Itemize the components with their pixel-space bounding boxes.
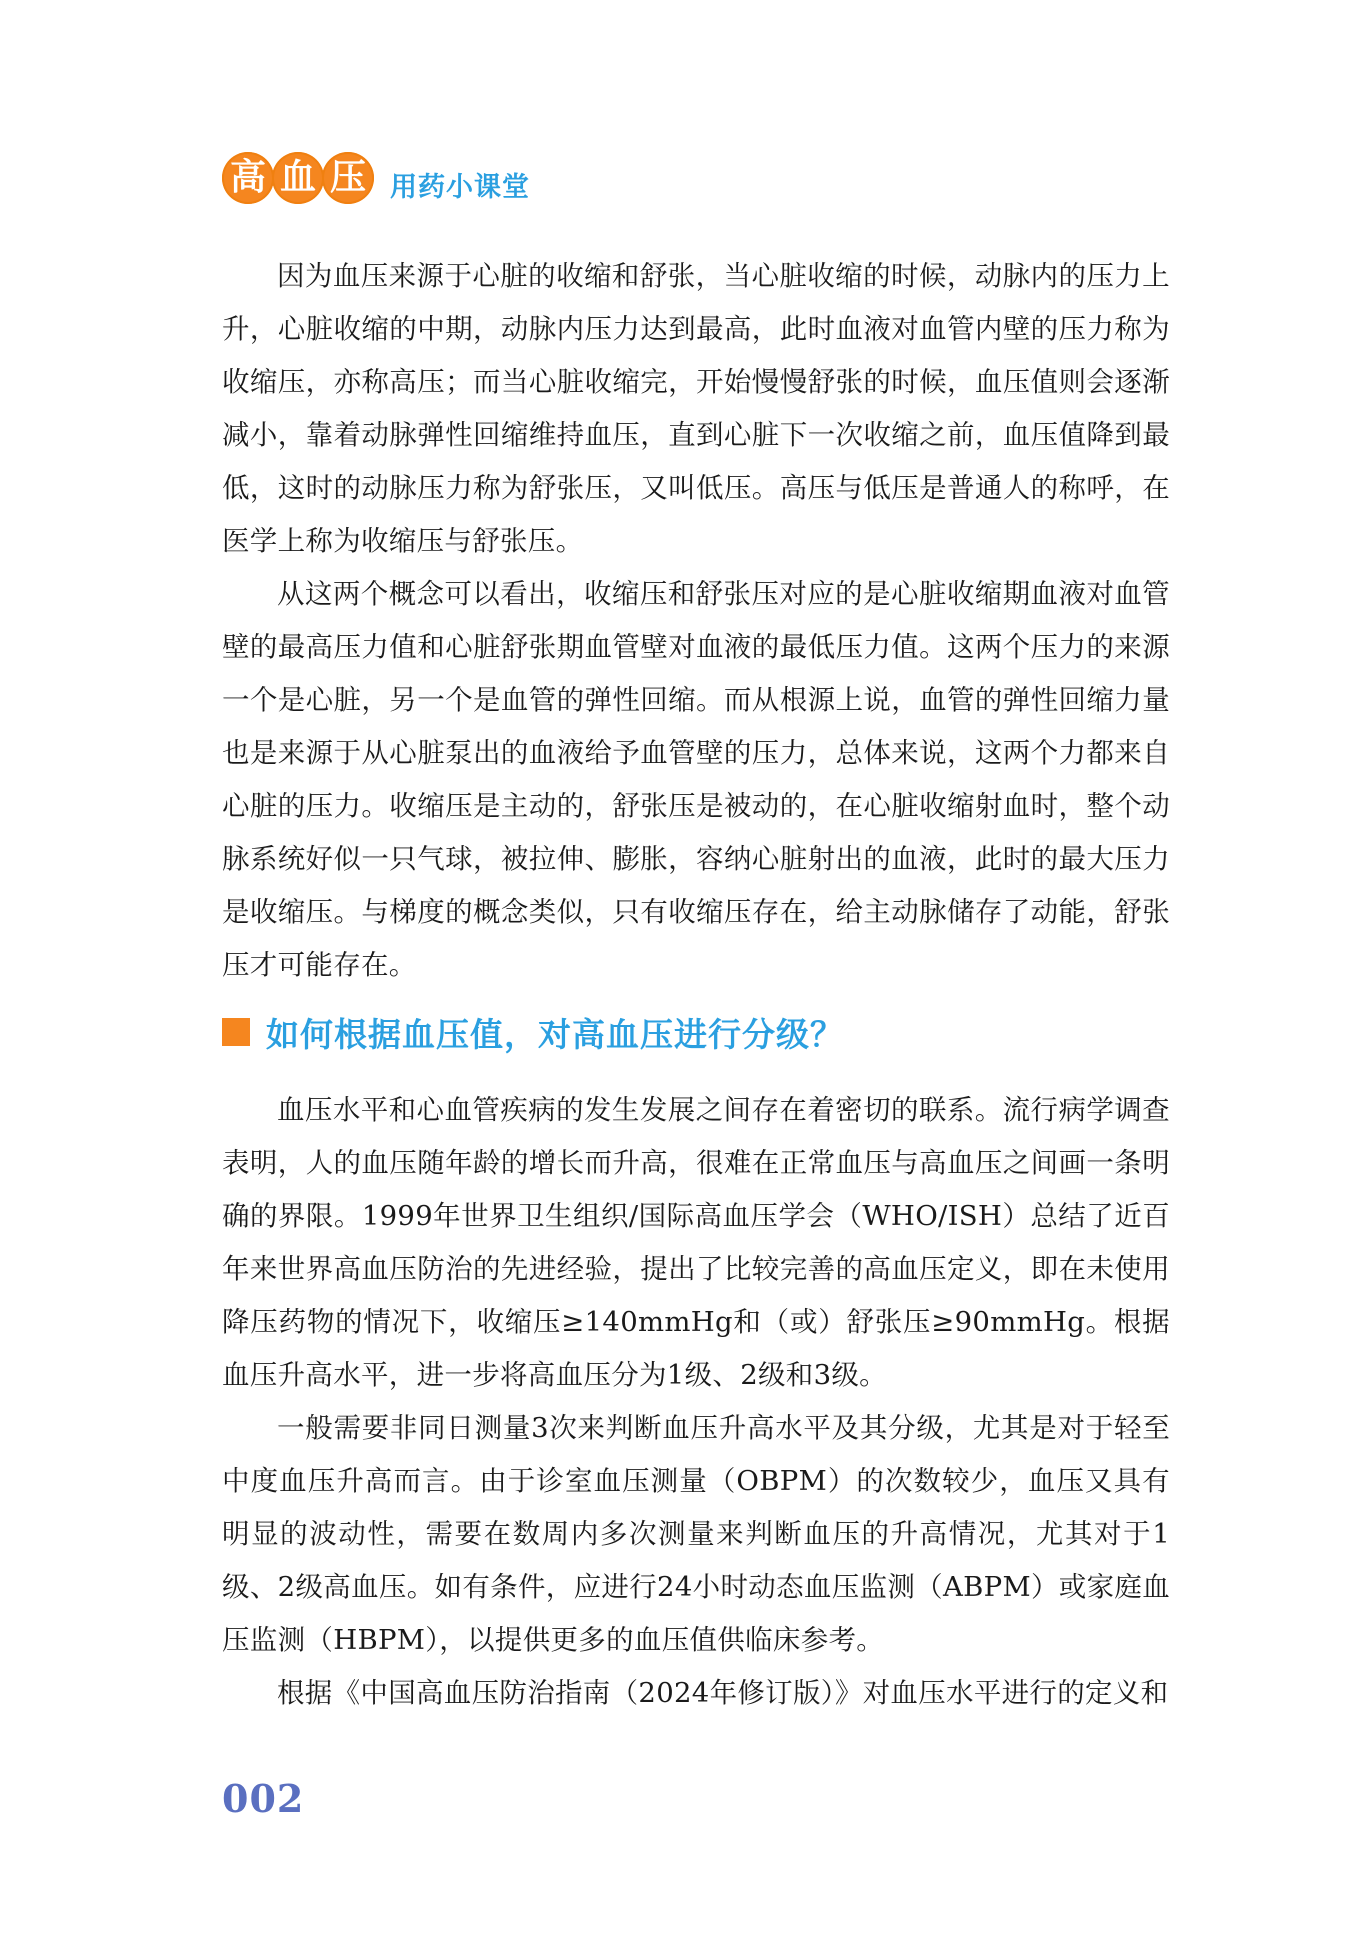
square-bullet-icon: [222, 1018, 250, 1046]
header-badge-char: 压: [322, 152, 374, 204]
header-badge-char: 血: [272, 152, 324, 204]
book-series-header: [222, 152, 530, 204]
paragraph: 因为血压来源于心脏的收缩和舒张，当心脏收缩的时候，动脉内的压力上升，心脏收缩的中期，动脉内压力达到最高，此时血液对血管内壁的压力称为收缩压，亦称高压；而当心脏收缩完，开始慢慢舒张的时候，血压值则会逐渐减小，靠着动脉弹性回缩维持血压，直到心脏下一次收缩之前，血压值降到最低，这时的动脉压力称为舒张压，又叫低压。高压与低压是普通人的称呼，在医学上称为收缩压与舒张压。: [222, 260, 1170, 557]
section-title: 如何根据血压值，对高血压进行分级？: [266, 1014, 844, 1054]
body-text-block: [222, 250, 1170, 992]
section-heading: [222, 1010, 844, 1054]
paragraph: 血压水平和心血管疾病的发生发展之间存在着密切的联系。流行病学调查表明，人的血压随年龄的增长而升高，很难在正常血压与高血压之间画一条明确的界限。1999年世界卫生组织/国际高血压学会（WHO/ISH）总结了近百年来世界高血压防治的先进经验，提出了比较完善的高血压定义，即在未使用降压药物的情况下，收缩压≥140mmHg和（或）舒张压≥90mmHg。根据血压升高水平，进一步将高血压分为1级、2级和3级。: [222, 1094, 1170, 1391]
header-subtitle: 用药小课堂: [390, 171, 530, 203]
paragraph: 一般需要非同日测量3次来判断血压升高水平及其分级，尤其是对于轻至中度血压升高而言。由于诊室血压测量（OBPM）的次数较少，血压又具有明显的波动性，需要在数周内多次测量来判断血压的升高情况，尤其对于1级、2级高血压。如有条件，应进行24小时动态血压监测（ABPM）或家庭血压监测（HBPM），以提供更多的血压值供临床参考。: [222, 1412, 1170, 1656]
header-badge-char: 高: [222, 152, 274, 204]
paragraph: 根据《中国高血压防治指南（2024年修订版）》对血压水平进行的定义和: [277, 1677, 1169, 1709]
page-number: 002: [222, 1776, 305, 1821]
paragraph: 从这两个概念可以看出，收缩压和舒张压对应的是心脏收缩期血液对血管壁的最高压力值和心脏舒张期血管壁对血液的最低压力值。这两个压力的来源一个是心脏，另一个是血管的弹性回缩。而从根源上说，血管的弹性回缩力量也是来源于从心脏泵出的血液给予血管壁的压力，总体来说，这两个力都来自心脏的压力。收缩压是主动的，舒张压是被动的，在心脏收缩射血时，整个动脉系统好似一只气球，被拉伸、膨胀，容纳心脏射出的血液，此时的最大压力是收缩压。与梯度的概念类似，只有收缩压存在，给主动脉储存了动能，舒张压才可能存在。: [222, 578, 1170, 981]
body-text-block: [222, 1084, 1170, 1720]
